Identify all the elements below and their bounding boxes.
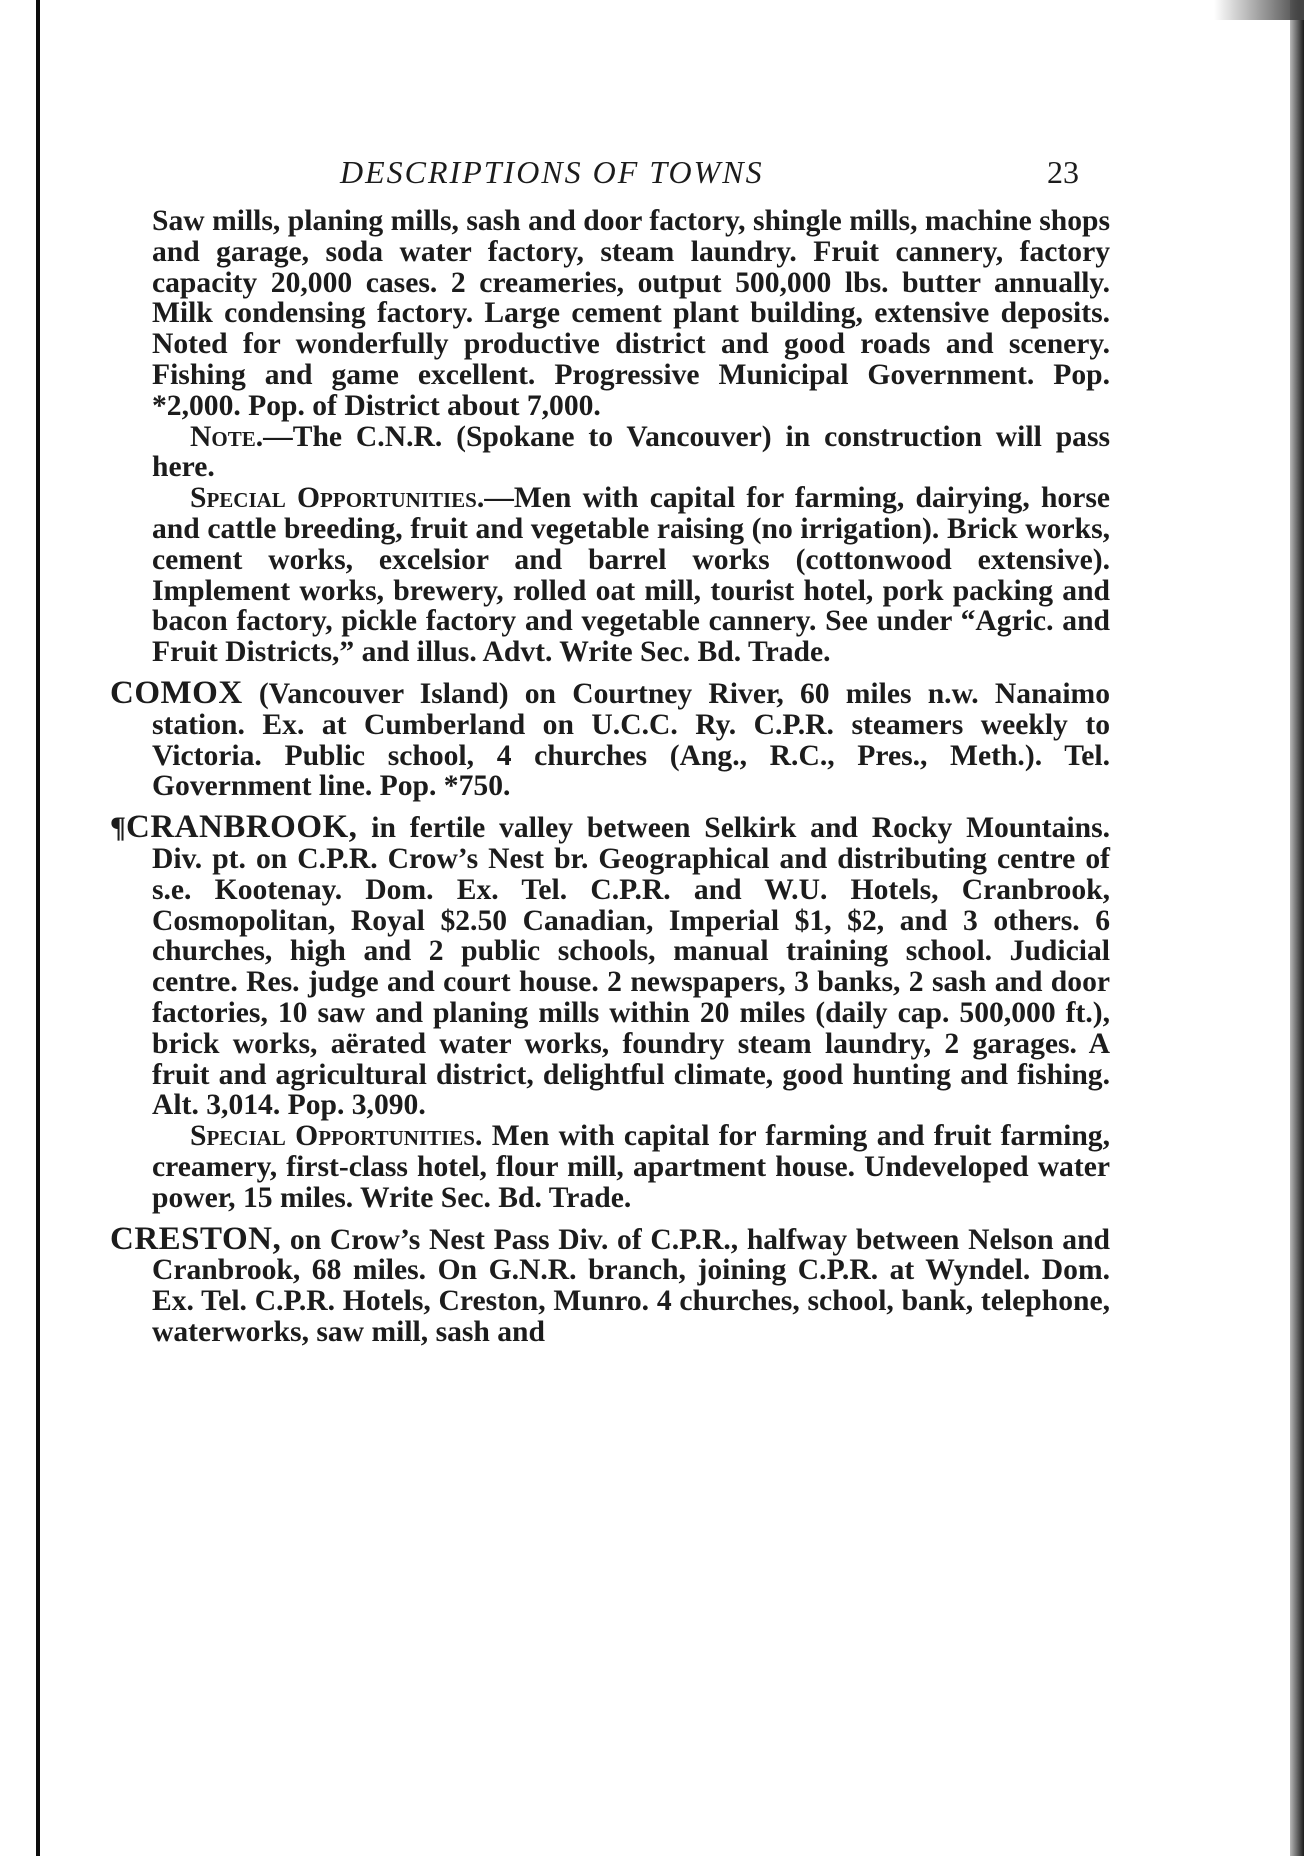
town-name: CRESTON, (110, 1220, 282, 1257)
town-description: in fertile valley between Selkirk and Rocky Mountains. Div. pt. on C.P.R. Crow’s Nest br. Geographical and distributing centre of s.e. Kootenay. Dom. Ex. Tel. C.P.R. and W.U. Hotels, Cranbrook, Cosmopolitan, Royal $2.50 Canadian, Imperial $1, $2, and 3 others. 6 churches, high and 2 public schools, manual training school. Judicial centre. Res. judge and court house. 2 newspapers, 3 banks, 2 sash and door factories, 10 saw and planing mills within 20 miles (daily cap. 500,000 ft.), brick works, aërated water works, foundry steam laundry, 2 garages. A fruit and agricultural district, delightful climate, good hunting and fishing. Alt. 3,014. Pop. 3,090. (152, 812, 1110, 1122)
continued-entry-paragraph: Saw mills, planing mills, sash and door factory, shingle mills, machine shops and garage, soda water factory, steam laundry. Fruit cannery, factory capacity 20,000 cases. 2 creameries, output 500,000 lbs. butter annually. Milk condensing factory. Large cement plant building, extensive deposits. Noted for wonderfully productive district and good roads and scenery. Fishing and game excellent. Progressive Municipal Government. Pop. *2,000. Pop. of District about 7,000. (152, 205, 1110, 422)
town-description: on Crow’s Nest Pass Div. of C.P.R., halfway between Nelson and Cranbrook, 68 miles. On G.N.R. branch, joining C.P.R. at Wyndel. Dom. Ex. Tel. C.P.R. Hotels, Creston, Munro. 4 churches, school, bank, telephone, waterworks, saw mill, sash and (152, 1223, 1110, 1348)
special-opportunities-label: Special Opportunities. (190, 1120, 483, 1153)
special-opportunities-paragraph (110, 1121, 1110, 1213)
page-header (110, 150, 1110, 206)
special-opportunities-text: Men with capital for farming and fruit farming, creamery, first-class hotel, flour mill, apartment house. Undeveloped water power, 15 miles. Write Sec. Bd. Trade. (152, 1120, 1110, 1214)
special-opportunities-paragraph (110, 483, 1110, 668)
binding-line (36, 0, 40, 1856)
special-opportunities-text: —Men with capital for farming, dairying, horse and cattle breeding, fruit and vegetable raising (no irrigation). Brick works, cement works, excelsior and barrel works (cottonwood extensive). Implement works, brewery, rolled oat mill, tourist hotel, pork packing and bacon factory, pickle factory and vegetable cannery. See under “Agric. and Fruit Districts,” and illus. Advt. Write Sec. Bd. Trade. (152, 482, 1110, 669)
note-text: —The C.N.R. (Spokane to Vancouver) in construction will pass here. (152, 420, 1110, 484)
town-description: (Vancouver Island) on Courtney River, 60 miles n.w. Nanaimo station. Ex. at Cumberland on U.C.C. Ry. C.P.R. steamers weekly to Victoria. Public school, 4 churches (Ang., R.C., Pres., Meth.). Tel. Government line. Pop. *750. (152, 677, 1110, 803)
town-name: COMOX (110, 674, 243, 711)
running-head: DESCRIPTIONS OF TOWNS (340, 154, 764, 190)
town-name: CRANBROOK, (125, 809, 358, 846)
page-number: 23 (1047, 154, 1079, 190)
pilcrow-marker: ¶ (110, 812, 126, 845)
town-entry-cranbrook (110, 809, 1110, 1122)
page-corner-shadow (1214, 0, 1304, 20)
page-edge-shadow (1290, 0, 1304, 1856)
town-entry-comox (110, 674, 1110, 803)
special-opportunities-label: Special Opportunities. (190, 482, 485, 515)
text-column (110, 150, 1110, 1348)
note-label: Note. (190, 420, 264, 453)
note-paragraph (110, 422, 1110, 484)
town-entry-creston (110, 1220, 1110, 1348)
